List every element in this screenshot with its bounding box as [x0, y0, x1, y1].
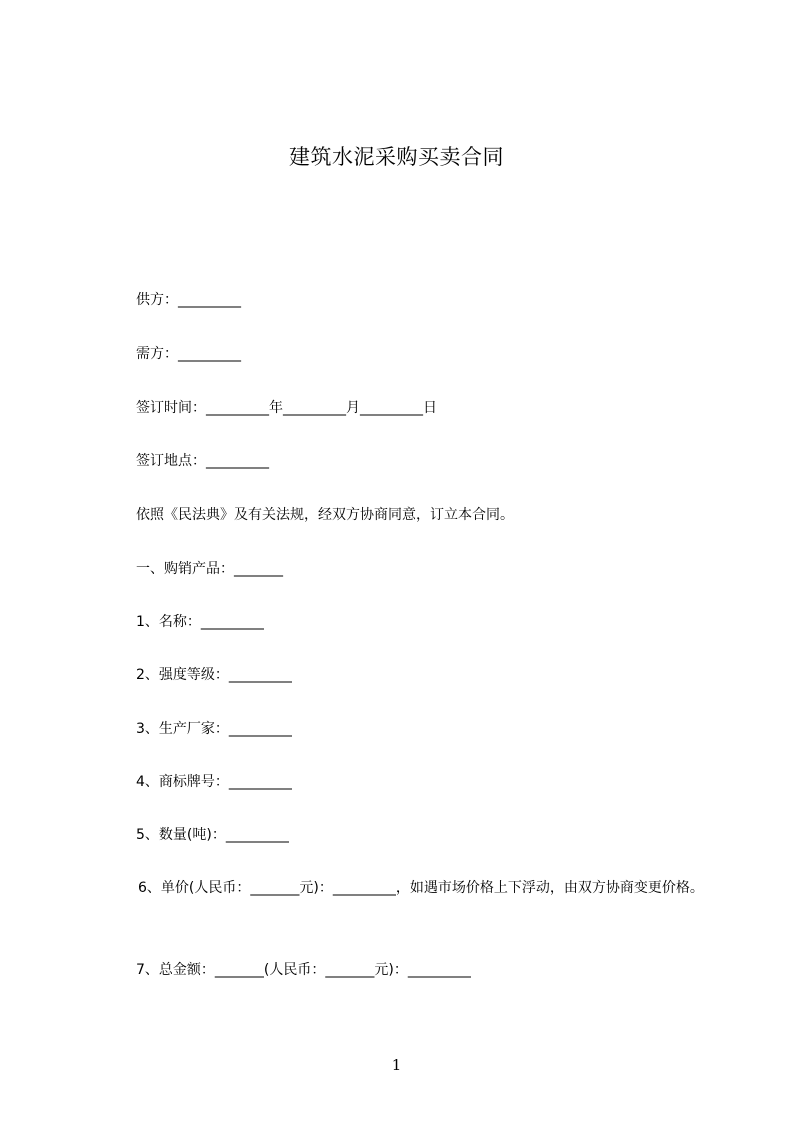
item-strength-grade-line: 2、强度等级：_________	[136, 667, 292, 683]
signing-date-line: 签订时间：_________年_________月_________日	[136, 400, 437, 416]
supplier-line: 供方：_________	[136, 292, 241, 308]
item-brand-line: 4、商标牌号：_________	[136, 774, 292, 790]
section-products-heading: 一、购销产品：_______	[136, 561, 283, 577]
item-total-amount-line: 7、总金额：_______(人民币：_______元)：_________	[136, 962, 471, 978]
item-unit-price-paragraph: 6、单价(人民币：_______元)：_________，如遇市场价格上下浮动，由双方协商变更价格。	[138, 880, 704, 896]
preamble-line: 依照《民法典》及有关法规，经双方协商同意，订立本合同。	[136, 507, 514, 523]
item-name-line: 1、名称：_________	[136, 614, 264, 630]
signing-place-line: 签订地点：_________	[136, 453, 269, 469]
item-quantity-line: 5、数量(吨)：_________	[136, 827, 289, 843]
buyer-line: 需方：_________	[136, 346, 241, 362]
document-title: 建筑水泥采购买卖合同	[289, 145, 504, 169]
item-manufacturer-line: 3、生产厂家：_________	[136, 721, 292, 737]
page-number: 1	[391, 1056, 402, 1074]
